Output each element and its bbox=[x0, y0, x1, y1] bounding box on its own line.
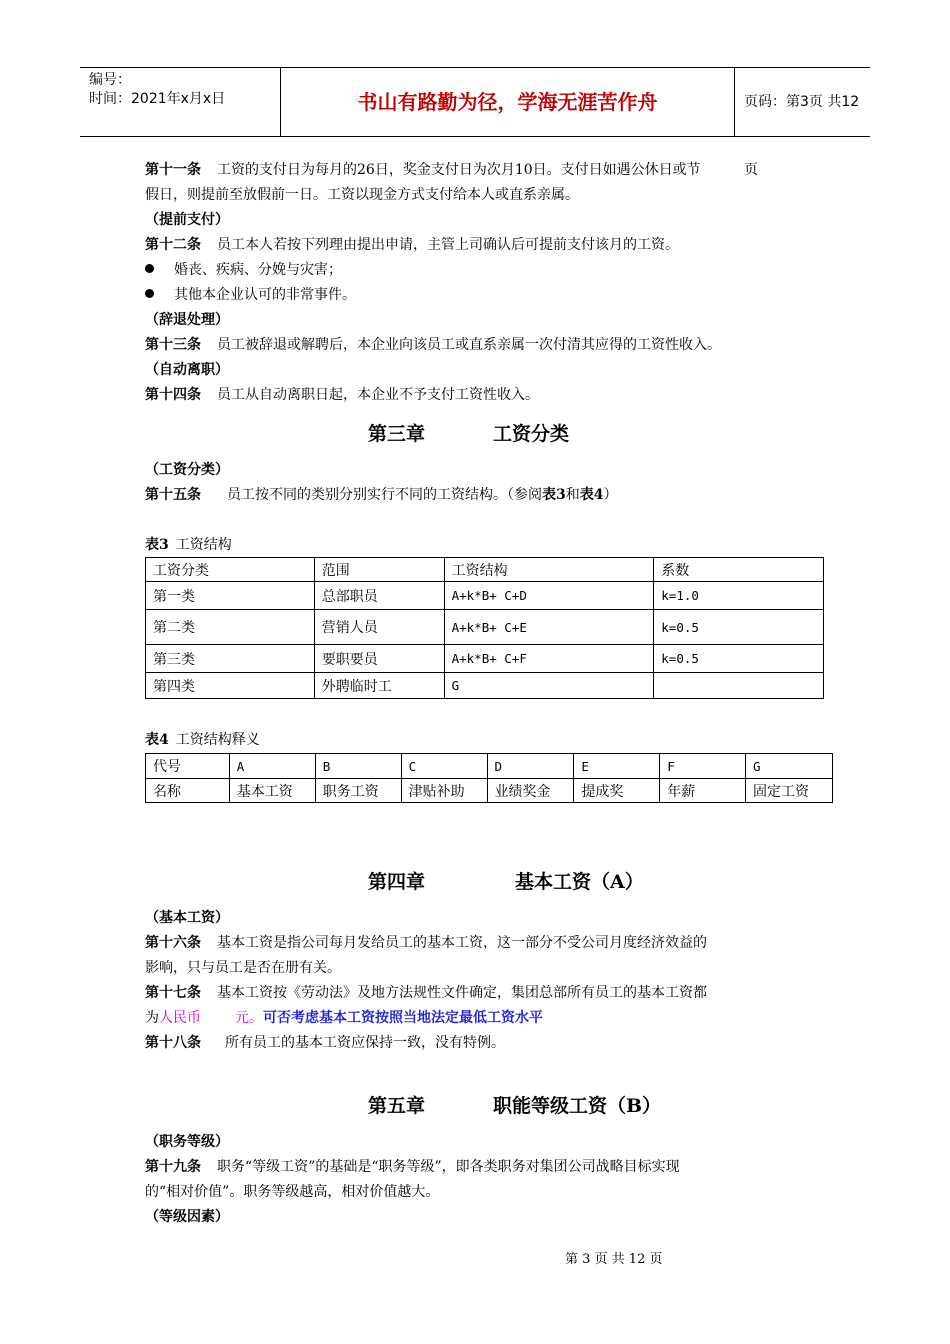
art12-label: 第十二条 bbox=[145, 237, 201, 253]
art18-label: 第十八条 bbox=[145, 1035, 201, 1051]
section-advance-payment: （提前支付） bbox=[145, 212, 229, 228]
table3-cell: 第四类 bbox=[146, 673, 315, 699]
table3-cell: k=1.0 bbox=[654, 582, 824, 610]
table3-cell: G bbox=[444, 673, 654, 699]
art17-currency: 人民币 bbox=[159, 1010, 201, 1026]
section-wage-class: （工资分类） bbox=[145, 462, 229, 478]
table3-cell bbox=[654, 673, 824, 699]
header-motto: 书山有路勤为径，学海无涯苦作舟 bbox=[280, 68, 735, 136]
bullet-text: 婚丧、疾病、分娩与灾害； bbox=[174, 262, 342, 278]
table4-cell: 代号 bbox=[146, 754, 230, 779]
header-number: 编号： bbox=[89, 72, 131, 88]
table4-cell: 提成奖 bbox=[574, 779, 660, 803]
table3-cell: k=0.5 bbox=[654, 610, 824, 645]
art19-line1 bbox=[145, 1157, 680, 1177]
section-job-grade: （职务等级） bbox=[145, 1134, 229, 1150]
table-row bbox=[146, 582, 824, 610]
table3 bbox=[145, 557, 824, 699]
table-row bbox=[146, 779, 833, 803]
table4-cell: A bbox=[229, 754, 315, 779]
table3-cell: A+k*B+ C+F bbox=[444, 645, 654, 673]
table4-cell: 职务工资 bbox=[315, 779, 401, 803]
art11-label: 第十一条 bbox=[145, 162, 201, 178]
art17-pre: 为 bbox=[145, 1010, 159, 1026]
art17-text1: 基本工资按《劳动法》及地方法规性文件确定，集团总部所有员工的基本工资都 bbox=[217, 985, 707, 1001]
table4-cell: E bbox=[574, 754, 660, 779]
table3-header-cell: 系数 bbox=[654, 558, 824, 582]
art15-text: 员工按不同的类别分别实行不同的工资结构。（参阅 bbox=[227, 487, 542, 503]
table3-caption bbox=[145, 536, 232, 554]
art15-line bbox=[145, 485, 618, 505]
header-page-info: 页码：第3页 共12页 bbox=[744, 94, 860, 178]
art14-text: 员工从自动离职日起，本企业不予支付工资性收入。 bbox=[217, 387, 539, 403]
chapter3-heading bbox=[368, 422, 569, 446]
art17-comment: 可否考虑基本工资按照当地法定最低工资水平 bbox=[263, 1010, 543, 1026]
art15-end: ） bbox=[603, 487, 618, 503]
chapter5-heading bbox=[368, 1094, 661, 1118]
table3-header-cell: 范围 bbox=[314, 558, 444, 582]
art15-ref-table4: 表4 bbox=[579, 487, 604, 503]
table-row bbox=[146, 645, 824, 673]
art17-label: 第十七条 bbox=[145, 985, 201, 1001]
table3-cell: 第二类 bbox=[146, 610, 315, 645]
header-time: 时间：2021年x月x日 bbox=[89, 91, 226, 107]
table3-cell: 要职要员 bbox=[314, 645, 444, 673]
table3-cell: A+k*B+ C+E bbox=[444, 610, 654, 645]
art14-line bbox=[145, 385, 539, 405]
bullet-icon bbox=[145, 289, 154, 298]
art12-bullet-2 bbox=[145, 285, 356, 305]
art17-unit: 元。 bbox=[235, 1010, 263, 1026]
art14-label: 第十四条 bbox=[145, 387, 201, 403]
art19-label: 第十九条 bbox=[145, 1159, 201, 1175]
art12-line bbox=[145, 235, 679, 255]
art17-line1 bbox=[145, 983, 707, 1003]
art12-text: 员工本人若按下列理由提出申请，主管上司确认后可提前支付该月的工资。 bbox=[217, 237, 679, 253]
table3-header-cell: 工资分类 bbox=[146, 558, 315, 582]
table4-cell: D bbox=[487, 754, 574, 779]
page-footer: 第 3 页 共 12 页 bbox=[565, 1252, 663, 1267]
art12-bullet-1 bbox=[145, 260, 342, 280]
table4-cell: 年薪 bbox=[660, 779, 746, 803]
section-dismissal: （辞退处理） bbox=[145, 312, 229, 328]
table4-cell: G bbox=[746, 754, 833, 779]
art11-line1 bbox=[145, 160, 701, 180]
table3-cell: 外聘临时工 bbox=[314, 673, 444, 699]
table-row bbox=[146, 754, 833, 779]
table-row bbox=[146, 673, 824, 699]
bullet-icon bbox=[145, 264, 154, 273]
chapter3-num: 第三章 bbox=[368, 423, 426, 445]
table3-cell: A+k*B+ C+D bbox=[444, 582, 654, 610]
art16-line1 bbox=[145, 933, 707, 953]
bullet-text: 其他本企业认可的非常事件。 bbox=[174, 287, 356, 303]
table3-caption-text: 工资结构 bbox=[175, 537, 232, 553]
art15-and: 和 bbox=[565, 487, 580, 503]
table4-caption-text: 工资结构释义 bbox=[175, 732, 260, 748]
art15-ref-table3: 表3 bbox=[542, 487, 566, 503]
art18-text: 所有员工的基本工资应保持一致，没有特例。 bbox=[225, 1035, 505, 1051]
table4 bbox=[145, 753, 833, 803]
header-meta bbox=[80, 68, 280, 136]
table4-caption-label: 表4 bbox=[145, 732, 169, 748]
chapter4-num: 第四章 bbox=[368, 871, 426, 893]
chapter5-num: 第五章 bbox=[368, 1095, 426, 1117]
table3-cell: 第一类 bbox=[146, 582, 315, 610]
section-grade-factors: （等级因素） bbox=[145, 1209, 229, 1225]
art11-text1: 工资的支付日为每月的26日，奖金支付日为次月10日。支付日如遇公休日或节 bbox=[217, 162, 701, 178]
table3-header-cell: 工资结构 bbox=[444, 558, 654, 582]
table3-cell: 总部职员 bbox=[314, 582, 444, 610]
table4-cell: C bbox=[401, 754, 487, 779]
art17-line2 bbox=[145, 1008, 543, 1028]
section-basic-wage: （基本工资） bbox=[145, 910, 229, 926]
art16-text1: 基本工资是指公司每月发给员工的基本工资，这一部分不受公司月度经济效益的 bbox=[217, 935, 707, 951]
table3-cell: 第三类 bbox=[146, 645, 315, 673]
table3-cell: 营销人员 bbox=[314, 610, 444, 645]
art13-label: 第十三条 bbox=[145, 337, 201, 353]
art19-text2: 的“相对价值”。职务等级越高，相对价值越大。 bbox=[145, 1184, 440, 1200]
art13-line bbox=[145, 335, 721, 355]
table4-cell: F bbox=[660, 754, 746, 779]
table4-cell: 业绩奖金 bbox=[487, 779, 574, 803]
table4-cell: 基本工资 bbox=[229, 779, 315, 803]
art13-text: 员工被辞退或解聘后，本企业向该员工或直系亲属一次付清其应得的工资性收入。 bbox=[217, 337, 721, 353]
chapter4-title: 基本工资（A） bbox=[515, 871, 644, 893]
table4-cell: 固定工资 bbox=[746, 779, 833, 803]
chapter4-heading bbox=[368, 870, 644, 894]
table3-caption-label: 表3 bbox=[145, 537, 169, 553]
art15-label: 第十五条 bbox=[145, 487, 201, 503]
section-resignation: （自动离职） bbox=[145, 362, 229, 378]
art19-text1: 职务“等级工资”的基础是“职务等级”，即各类职务对集团公司战略目标实现 bbox=[217, 1159, 680, 1175]
chapter5-title: 职能等级工资（B） bbox=[493, 1095, 662, 1117]
table4-cell: 名称 bbox=[146, 779, 230, 803]
art16-label: 第十六条 bbox=[145, 935, 201, 951]
table3-header-row bbox=[146, 558, 824, 582]
art18-line bbox=[145, 1033, 505, 1053]
chapter3-title: 工资分类 bbox=[493, 423, 570, 445]
table4-caption bbox=[145, 731, 260, 749]
table4-cell: 津贴补助 bbox=[401, 779, 487, 803]
table4-cell: B bbox=[315, 754, 401, 779]
art11-text2: 假日，则提前至放假前一日。工资以现金方式支付给本人或直系亲属。 bbox=[145, 187, 579, 203]
table-row bbox=[146, 610, 824, 645]
table3-cell: k=0.5 bbox=[654, 645, 824, 673]
art16-text2: 影响，只与员工是否在册有关。 bbox=[145, 960, 341, 976]
